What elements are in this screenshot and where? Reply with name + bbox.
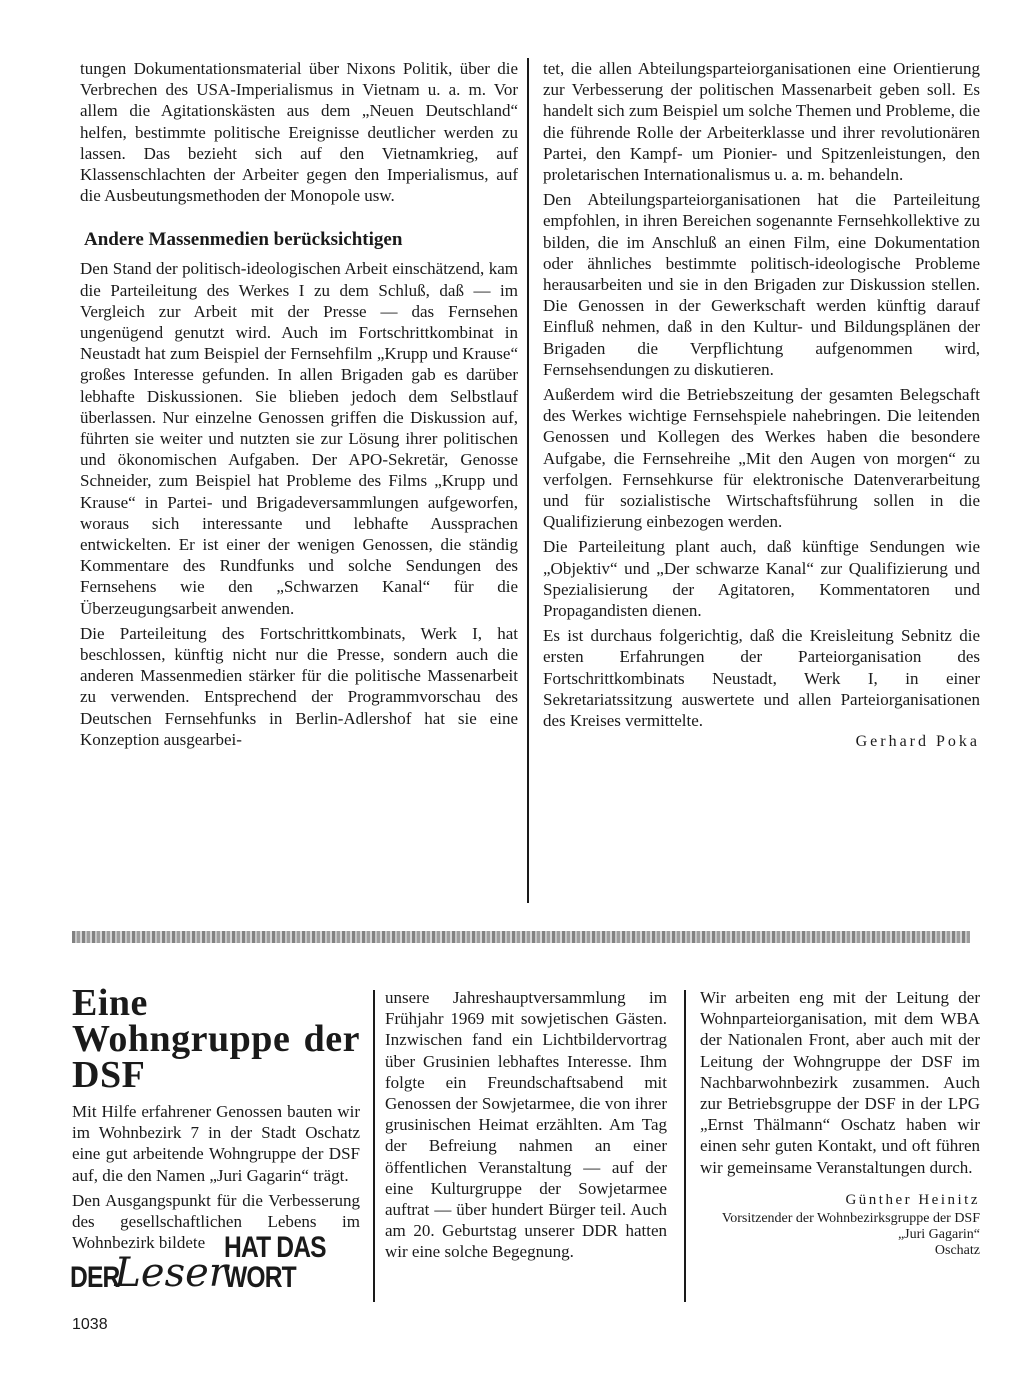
column-divider bbox=[527, 58, 529, 903]
paragraph: Außerdem wird die Betriebszeitung der gesamten Belegschaft des Werkes wichtige Fernsehspiele nahebringen. Die leitenden Genossen und Kollegen des Werkes haben die besondere Aufgabe, die Fernsehreihe „Mit den Augen von morgen“ zu verfolgen. Fernsehkurse für elektronische Datenverarbeitung und für sozialistische Wirtschaftsführung sollen in die Qualifizierung einbezogen werden. bbox=[543, 385, 980, 532]
logo-hat-das-wort: HAT DAS WORT bbox=[223, 1231, 326, 1294]
paragraph: tet, die allen Abteilungsparteiorganisationen eine Orientierung zur Verbesserung der politischen Massenarbeit geben soll. Es handelt sich zum Beispiel um solche Themen und Probleme, die die führende Rolle der Arbeiterklasse und ihrer revolutionären Partei, den Kampf- um Pionier- und Spitzenleistungen, den proletarischen Internationalismus u. a. m. behandeln. bbox=[543, 59, 980, 185]
bottom-column-1 bbox=[72, 982, 360, 1253]
paragraph: unsere Jahreshauptversammlung im Frühjahr 1969 mit sowjetischen Gästen. Inzwischen fand ein Lichtbildervortrag über Grusinien lebhaftes Interesse. Ihm folgte ein Freundschaftsabend mit Genossen der Sowjetarmee, die von ihrer grusinischen Heimat erzählten. Am Tag der Befreiung nahmen an einer öffentlichen Veranstaltung — auf der eine Kulturgruppe der Sowjetarmee auftrat — über hundert Bürger teil. Auch am 20. Geburtstag unserer DDR hatten wir eine solche Begegnung. bbox=[385, 988, 667, 1262]
signature-role: Vorsitzender der Wohnbezirksgruppe der DSF „Juri Gagarin“ bbox=[721, 1211, 980, 1243]
der-leser-hat-das-wort-logo bbox=[70, 1231, 370, 1296]
paragraph: Den Stand der politisch-ideologischen Arbeit einschätzend, kam die Parteileitung des Werkes I zu dem Schluß, daß — im Vergleich zur Arbeit mit der Presse — das Fernsehen ungenügend genutzt wird. Auch im Fortschrittkombinat in Neustadt hat zum Beispiel der Fernsehfilm „Krupp und Krause“ großes Interesse gefunden. In allen Brigaden gab es darüber lebhafte Diskussionen. Sie blieben jedoch dem Selbstlauf überlassen. Nur einzelne Genossen griffen die Diskussion auf, führten sie weiter und nutzten sie zur Lösung ihrer politischen und ökonomischen Aufgaben. Der APO-Sekretär, Genosse Schneider, zum Beispiel hat Probleme des Films „Krupp und Krause“ in Partei- und Brigadeversammlungen aufgeworfen, woraus sich interessante und lebhafte Aussprachen entwickelten. Er ist einer der wenigen Genossen, die ständig Kommentare des Rundfunks und solche Sendungen des Fernsehens wie den „Schwarzen Kanal“ für die Überzeugungsarbeit anwenden. bbox=[80, 259, 518, 618]
paragraph: Den Abteilungsparteiorganisationen hat die Parteileitung empfohlen, in ihren Bereichen sogenannte Fernsehkollektive zu bilden, die im Anschluß an einen Film, eine Dokumentation oder ähnliches bestimmte politisch-ideologische Probleme herausarbeiten und sie in den Brigaden zur Diskussion stellen. Die Genossen in der Gewerkschaft werden künftig darauf Einfluß nehmen, daß in den Kultur- und Bildungsplänen der Brigaden die Verpflichtung aufgenommen wird, Fernsehsendungen zu diskutieren. bbox=[543, 190, 980, 379]
section-separator bbox=[72, 931, 970, 943]
article-title: Eine Wohngruppe der DSF bbox=[72, 982, 360, 1096]
logo-leser: Leser bbox=[114, 1250, 228, 1296]
paragraph: tungen Dokumentationsmaterial über Nixons Politik, über die Verbrechen des USA-Imperialismus in Vietnam u. a. m. Vor allem die Agitationskästen aus dem „Neuen Deutschland“ helfen, bestimmte politische Ereignisse deutlicher werden zu lassen. Das bezieht sich auf den Vietnamkrieg, auf Klassenschlachten der Arbeiter gegen den Imperialismus, auf die Ausbeutungsmethoden der Monopole usw. bbox=[80, 59, 518, 206]
bottom-column-3 bbox=[700, 987, 980, 1259]
top-right-column bbox=[543, 58, 980, 753]
section-heading: Andere Massenmedien berücksichtigen bbox=[84, 229, 403, 251]
paragraph: Die Parteileitung des Fortschrittkombinats, Werk I, hat beschlossen, künftig nicht nur die Presse, sondern auch die anderen Massenmedien stärker für die politische Massenarbeit zu verwenden. Entsprechend der Programmvorschau des Deutschen Fernsehfunks in Berlin-Adlershof hat sie eine Konzeption ausgearbei- bbox=[80, 623, 518, 749]
page-number: 1038 bbox=[72, 1316, 108, 1333]
top-left-column bbox=[80, 58, 518, 750]
author-signature: Gerhard Poka bbox=[855, 733, 980, 751]
paragraph: Den Ausgangspunkt für die Verbesserung des gesellschaftlichen Lebens im Wohnbezirk bildete bbox=[72, 1190, 360, 1253]
paragraph: Mit Hilfe erfahrener Genossen bauten wir im Wohnbezirk 7 in der Stadt Oschatz eine gut arbeitende Wohngruppe der DSF auf, die den Namen „Juri Gagarin“ trägt. bbox=[72, 1102, 360, 1185]
paragraph: Es ist durchaus folgerichtig, daß die Kreisleitung Sebnitz die ersten Erfahrungen der Parteiorganisation des Fortschrittkombinats Neustadt, Werk I, in einer Sekretariatssitzung auswertete und allen Parteiorganisationen des Kreises vermittelte. bbox=[543, 626, 980, 731]
paragraph: Die Parteileitung plant auch, daß künftige Sendungen wie „Objektiv“ und „Der schwarze Kanal“ zur Qualifizierung und Spezialisierung der Agitatoren, Kommentatoren und Propagandisten dienen. bbox=[543, 537, 980, 621]
signature-location: Oschatz bbox=[934, 1243, 980, 1259]
column-divider bbox=[684, 990, 686, 1302]
bottom-column-2 bbox=[385, 987, 667, 1263]
paragraph: Wir arbeiten eng mit der Leitung der Wohnparteiorganisation, mit dem WBA der Nationalen Front, aber auch mit der Leitung der Wohngruppe der DSF im Nachbarwohnbezirk zusammen. Auch zur Betriebsgruppe der DSF in der LPG „Ernst Thälmann“ Oschatz haben wir einen sehr guten Kontakt, und oft führen wir gemeinsame Veranstaltungen durch. bbox=[700, 988, 980, 1177]
column-divider bbox=[373, 990, 375, 1302]
logo-der: DER bbox=[70, 1261, 120, 1294]
signature-name: Günther Heinitz bbox=[845, 1191, 980, 1208]
